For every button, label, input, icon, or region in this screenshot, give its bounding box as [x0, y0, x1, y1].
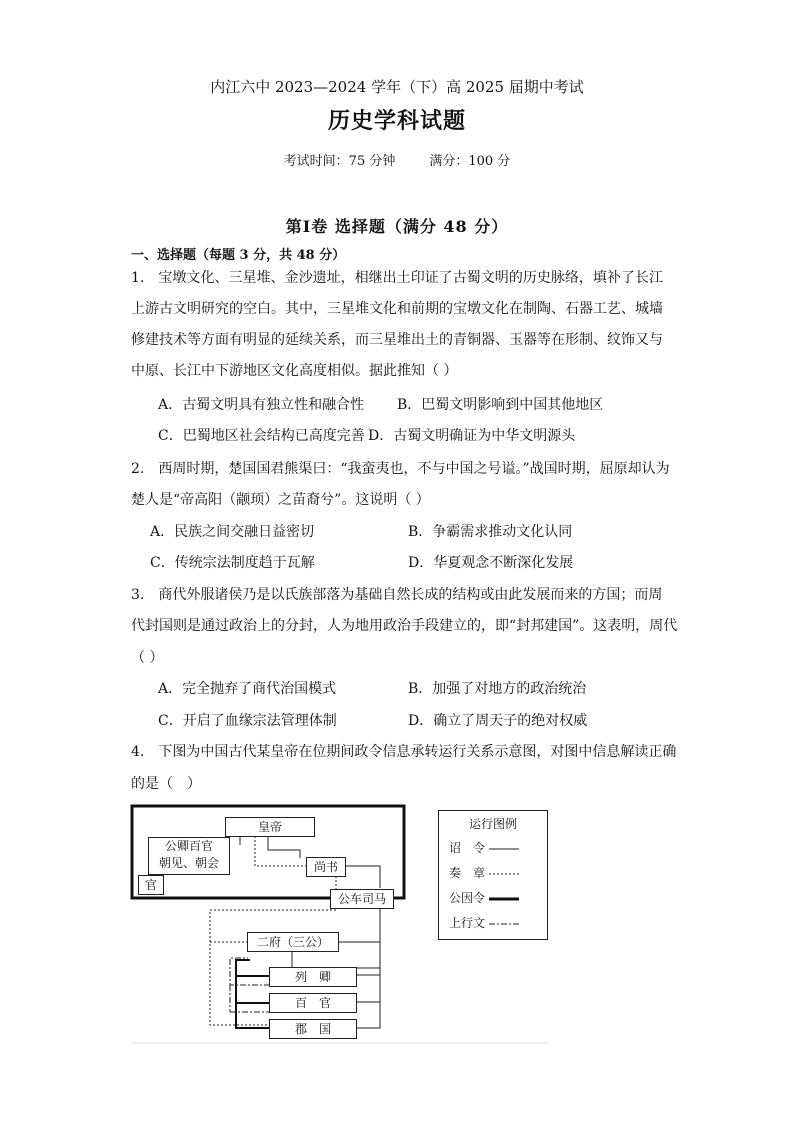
- diagram-box-baiguan: 百 官: [269, 993, 357, 1013]
- diagram-ministers-line-2: 朝见、朝会: [158, 856, 219, 870]
- diagram-box-erfu: 二府（三公）: [247, 932, 339, 952]
- legend-title: 运行图例: [468, 817, 517, 831]
- legend-item-decree: [449, 839, 519, 856]
- question-4-stem-line-2: 的是（ ）: [131, 776, 201, 792]
- question-1-option-c: C．巴蜀地区社会结构已高度完善: [158, 428, 365, 444]
- legend-line-bold: [489, 895, 519, 903]
- question-2-option-b: B．争霸需求推动文化认同: [408, 524, 573, 540]
- legend-item-official-order: [449, 889, 519, 906]
- question-3-option-a: A．完全抛弃了商代治国模式: [158, 681, 337, 697]
- question-1-option-b: B．巴蜀文明影响到中国其他地区: [397, 397, 604, 413]
- question-1-option-a: A．古蜀文明具有独立性和融合性: [158, 397, 365, 413]
- question-3-option-b: B．加强了对地方的政治统治: [408, 681, 587, 697]
- exam-time: 考试时间：75 分钟: [283, 154, 396, 169]
- diagram-ministers-line-1: 公卿百官: [164, 839, 213, 853]
- question-4-stem-line-1: 4. 下图为中国古代某皇帝在位期间政令信息承转运行关系示意图，对图中信息解读正确: [131, 744, 677, 760]
- diagram-box-shangshu: 尚书: [306, 857, 346, 877]
- question-3-stem-line-1: 3. 商代外服诸侯乃是以氏族部落为基础自然长成的结构或由此发展而来的方国；而周: [131, 587, 663, 603]
- question-2-option-c: C．传统宗法制度趋于瓦解: [150, 555, 315, 571]
- question-2-stem-line-2: 楚人是“帝高阳（颛顼）之苗裔兮”。这说明（ ）: [131, 492, 430, 508]
- legend-label-memorial: 奏 章: [449, 866, 486, 880]
- section-title: 第Ⅰ卷 选择题（满分 48 分）: [285, 217, 509, 236]
- question-1-option-d: D．古蜀文明确证为中华文明源头: [368, 428, 576, 444]
- legend-line-solid: [489, 845, 519, 853]
- question-3-option-d: D．确立了周天子的绝对权威: [408, 713, 588, 729]
- question-3-stem-line-3: （ ）: [131, 650, 164, 666]
- diagram-box-palace: 官: [138, 875, 164, 895]
- diagram-legend: [438, 810, 548, 940]
- question-1-stem: 1. 宝墩文化、三星堆、金沙遗址，相继出土印证了古蜀文明的历史脉络，填补了长江上游古文明研究的空白。其中，三星堆文化和前期的宝墩文化在制陶、石器工艺、城墙修建技术等方面有明显的延续关系，而三星堆出土的青铜器、玉器等在形制、纹饰又与中原、长江中下游地区文化高度相似。据此推知（ ）: [131, 270, 663, 379]
- diagram-box-ministers: [148, 837, 230, 875]
- question-3-option-c: C．开启了血缘宗法管理体制: [158, 713, 337, 729]
- legend-item-memorial: [449, 864, 519, 881]
- legend-line-dashdot: [489, 920, 519, 928]
- diagram-box-gongche: 公车司马: [330, 889, 394, 909]
- question-2-option-d: D．华夏观念不断深化发展: [408, 555, 574, 571]
- question-2-stem-line-1: 2. 西周时期，楚国国君熊渠曰：“我蛮夷也，不与中国之号谥。”战国时期，屈原却认为: [131, 461, 670, 477]
- question-3-stem-line-2: 代封国则是通过政治上的分封，人为地用政治手段建立的，即“封邦建国”。这表明，周代: [131, 618, 678, 634]
- diagram-box-lieqing: 列 卿: [269, 967, 357, 987]
- exam-score: 满分：100 分: [429, 154, 511, 169]
- diagram-box-junguo: 郡 国: [269, 1019, 357, 1039]
- question-2-option-a: A．民族之间交融日益密切: [150, 524, 315, 540]
- legend-label-upward-doc: 上行文: [449, 916, 486, 930]
- legend-label-decree: 诏 令: [449, 841, 486, 855]
- diagram-box-emperor: 皇帝: [225, 817, 315, 837]
- legend-line-dotted: [489, 870, 519, 878]
- exam-school-line: 内江六中 2023—2024 学年（下）高 2025 届期中考试: [210, 78, 584, 96]
- legend-item-upward-doc: [449, 914, 519, 931]
- legend-label-official-order: 公因令: [449, 891, 486, 905]
- exam-title: 历史学科试题: [327, 108, 466, 134]
- part-title: 一、选择题（每题 3 分，共 48 分）: [131, 248, 346, 263]
